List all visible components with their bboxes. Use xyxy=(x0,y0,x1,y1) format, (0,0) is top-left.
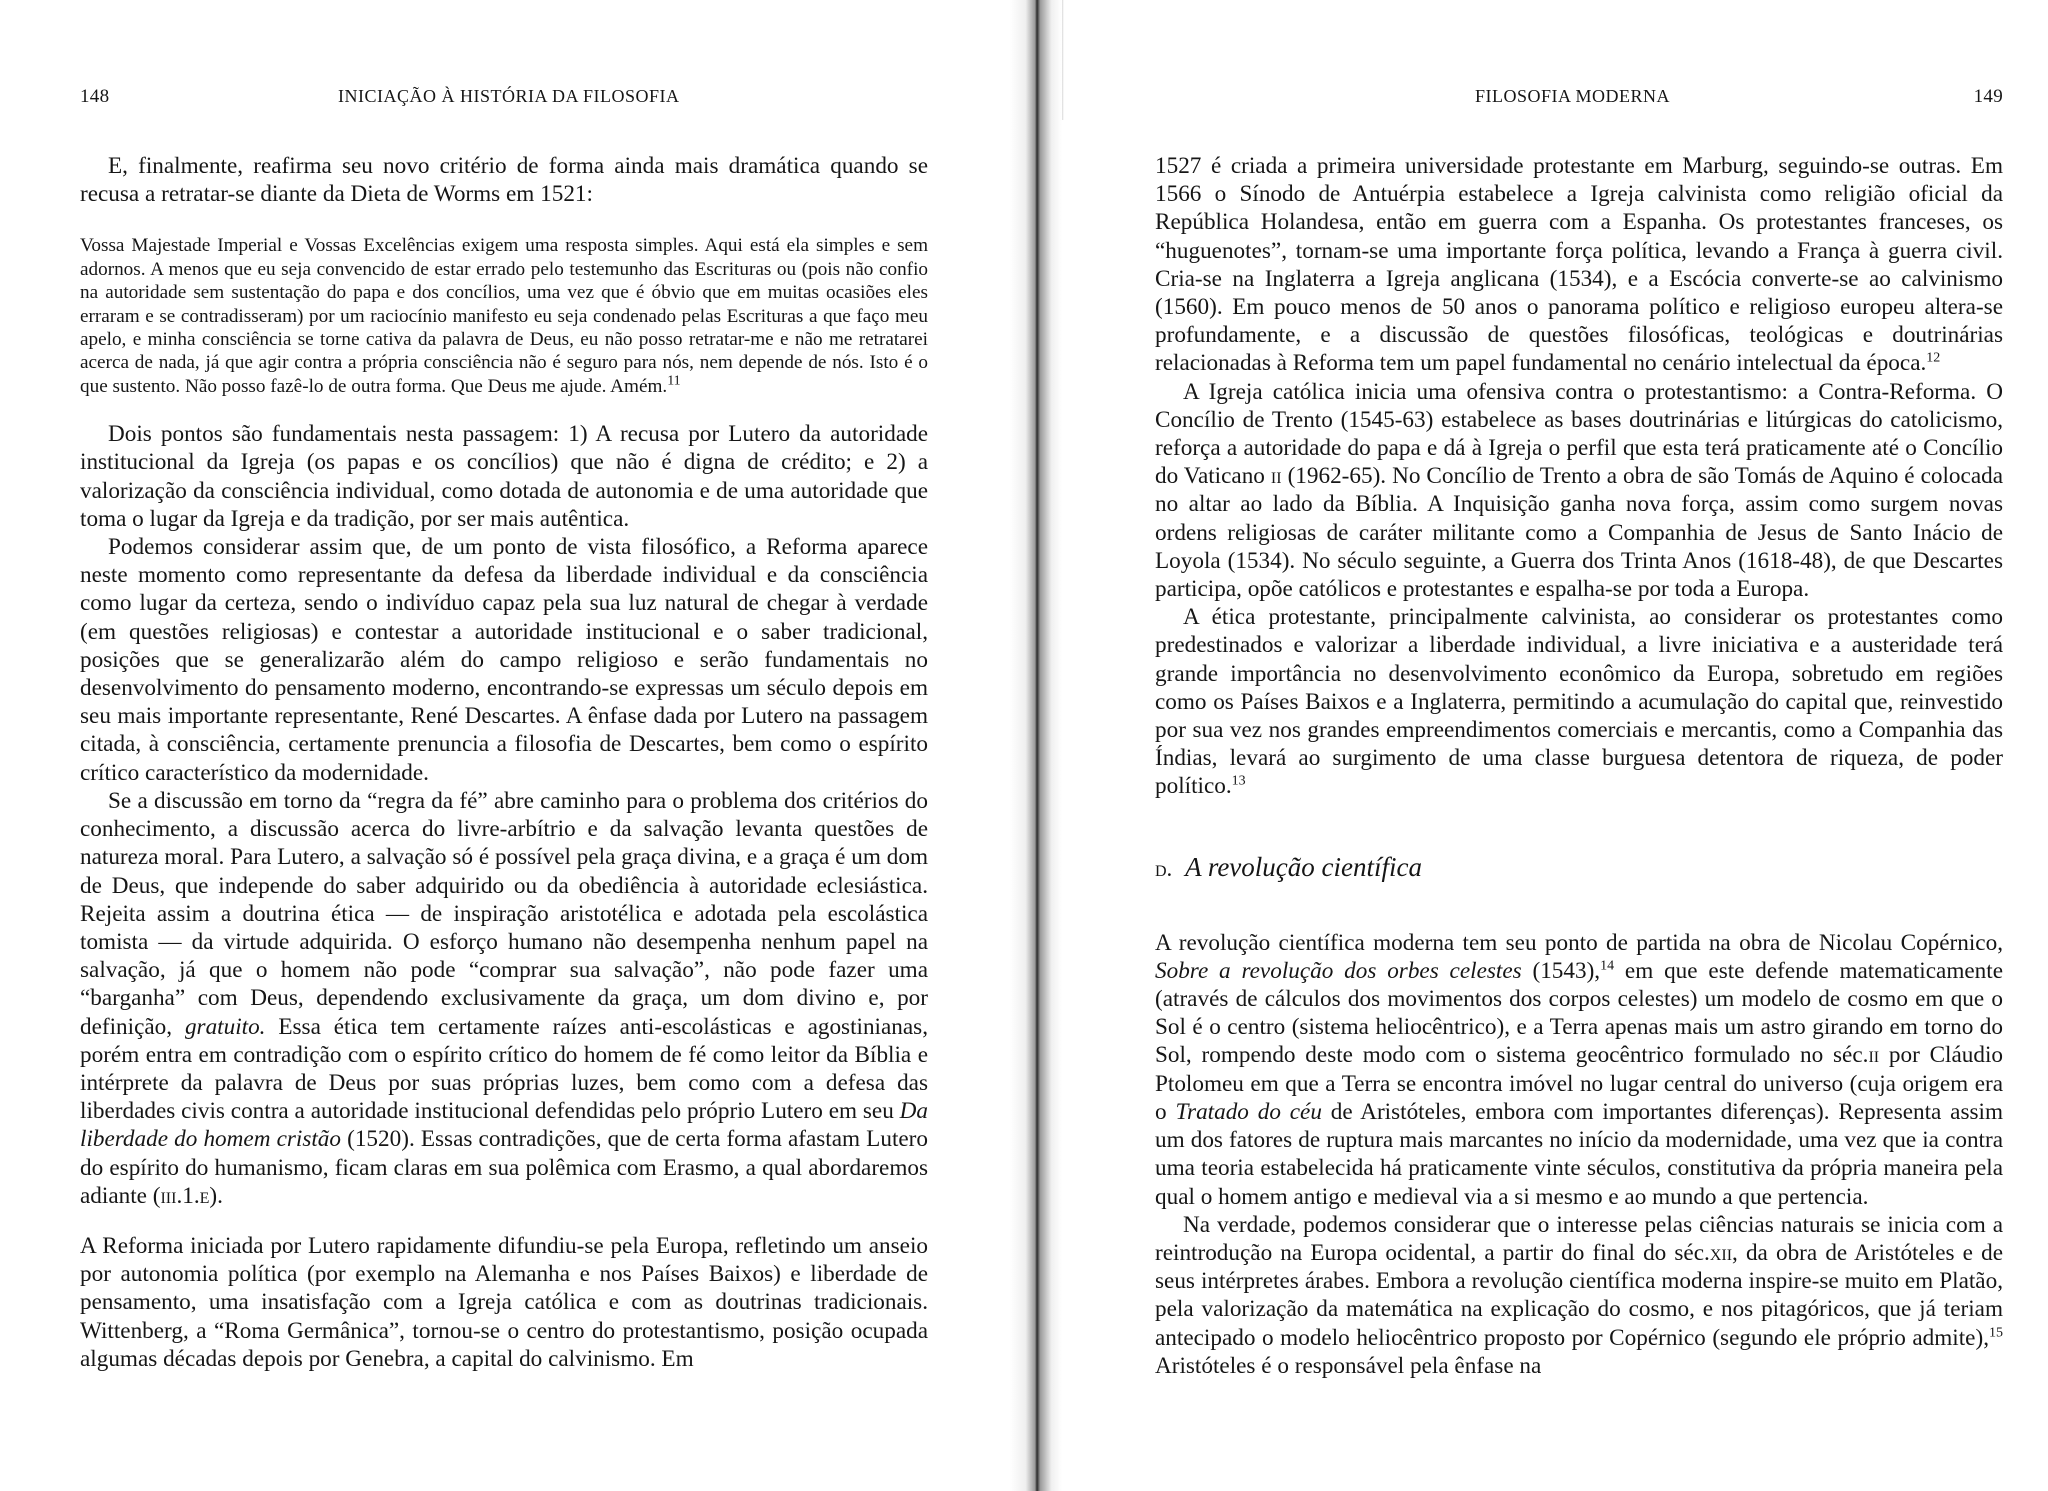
book-title: Da liberdade do homem cristão xyxy=(80,1098,928,1153)
footnote-marker: 12 xyxy=(1926,350,1941,366)
section-heading xyxy=(1155,851,2003,885)
footnote-marker: 14 xyxy=(1600,958,1615,974)
text-run: (1520). Essas contradições, que de certa forma afastam Lutero do espírito do humanismo, ficam claras em sua polêmica com Erasmo, a qual abordaremos adiante ( xyxy=(80,1126,928,1209)
text-run: A revolução científica moderna tem seu ponto de partida na obra de Nicolau Copérnico, xyxy=(1155,929,2003,956)
roman-numeral: ii xyxy=(1868,1042,1880,1069)
footnote-marker: 15 xyxy=(1989,1324,2003,1340)
text-run: ). xyxy=(209,1182,223,1209)
text-run: por Cláudio Ptolomeu em que a Terra se encontra imóvel no lugar central do universo (cuja origem era o xyxy=(1155,1042,2003,1125)
paragraph xyxy=(1155,1211,2003,1380)
roman-numeral: ii xyxy=(1270,463,1282,490)
paragraph xyxy=(1155,929,2003,1211)
text-run: de Aristóteles, embora com importantes diferenças). Representa assim um dos fatores de ruptura mais marcantes no início da modernidade, uma vez que ia contra uma teoria estabelecida há praticamente vinte séculos, constitutiva da própria maneira pela qual o homem antigo e medieval via a si mesmo e ao mundo a que pertencia. xyxy=(1155,1098,2004,1210)
section-letter: d. xyxy=(1155,855,1173,881)
left-page-header xyxy=(80,86,928,116)
right-page-body xyxy=(1155,152,2003,1380)
paragraph: Podemos considerar assim que, de um ponto de vista filosófico, a Reforma aparece neste momento como representante da defesa da liberdade individual e da consciência como lugar da certeza, sendo o indivíduo capaz pela sua luz natural de chegar à verdade (em questões religiosas) e contestar a autoridade institucional e o saber tradicional, posições que se generalizarão além do campo religioso e serão fundamentais no desenvolvimento do pensamento moderno, encontrando-se expressas um século depois em seu mais importante representante, René Descartes. A ênfase dada por Lutero na passagem citada, à consciência, certamente prenuncia a filosofia de Descartes, bem como o espírito crítico característico da modernidade. xyxy=(80,534,928,786)
running-title: FILOSOFIA MODERNA xyxy=(1475,86,1671,106)
text-run: 1527 é criada a primeira universidade protestante em Marburg, seguindo-se outras. Em 1566 o Sínodo de Antuérpia estabelece a Igreja calvinista como religião oficial da República Holandesa, então em guerra com a Espanha. Os protestantes franceses, os “huguenotes”, tornam-se uma importante força política, levando a França à guerra civil. Cria-se na Inglaterra a Igreja anglicana (1534), e a Escócia converte-se ao calvinismo (1560). Em pouco menos de 50 anos o panorama político e religioso europeu altera-se profundamente, e a discussão de questões filosóficas, teológicas e doutrinárias relacionadas à Reforma tem um papel fundamental no cenário intelectual da época. xyxy=(1155,153,2003,377)
paragraph: Dois pontos são fundamentais nesta passagem: 1) A recusa por Lutero da autoridade institucional da Igreja (os papas e os concílios) que não é digna de crédito; e 2) a valorização da consciência individual, como dotada de autonomia e de uma autoridade que toma o lugar da Igreja e da tradição, por ser mais autêntica. xyxy=(80,421,928,532)
paragraph: E, finalmente, reafirma seu novo critério de forma ainda mais dramática quando se recusa a retratar-se diante da Dieta de Worms em 1521: xyxy=(80,153,928,208)
text-run: em que este defende matematicamente (através de cálculos dos movimentos dos corpos celestes) um modelo de cosmo em que o Sol é o centro (sistema heliocêntrico), e a Terra apenas mais um astro girando em torno do Sol, rompendo deste modo com o sistema geocêntrico formulado no séc. xyxy=(1155,957,2003,1069)
right-page-header xyxy=(1155,86,2003,116)
text-run: A Igreja católica inicia uma ofensiva contra o protestantismo: a Contra-Reforma. O Concílio de Trento (1545-63) estabelece as bases doutrinárias e litúrgicas do catolicismo, reforça a autoridade do papa e dá à Igreja o perfil que esta terá praticamente até o Concílio do Vaticano xyxy=(1155,378,2003,490)
text-run: Se a discussão em torno da “regra da fé” abre caminho para o problema dos critérios do conhecimento, a discussão acerca do livre-arbítrio e da salvação levanta questões de natureza moral. Para Lutero, a salvação só é possível pela graça divina, e a graça é um dom de Deus, que independe do saber adquirido ou da obediência à autoridade eclesiástica. Rejeita assim a doutrina ética — de inspiração aristotélica e adotada pela escolástica tomista — da virtude adquirida. O esforço humano não desempenha nenhum papel na salvação, já que o homem não pode “comprar sua salvação”, não pode fazer uma “barganha” com Deus, dependendo exclusivamente da graça, um dom divino e, por definição, xyxy=(80,787,928,1040)
text-run: (1543), xyxy=(1521,957,1601,984)
text-run: Na verdade, podemos considerar que o interesse pelas ciências naturais se inicia com a reintrodução na Europa ocidental, a partir do final do séc. xyxy=(1155,1211,2003,1266)
page-number: 148 xyxy=(80,86,110,107)
text-run: (1962-65). No Concílio de Trento a obra de são Tomás de Aquino é colocada no altar ao lado da Bíblia. A Inquisição ganha nova força, assim como surgem novas ordens religiosas de caráter militante como a Companhia de Jesus de Santo Inácio de Loyola (1534). No século seguinte, a Guerra dos Trinta Anos (1618-48), de que Descartes participa, opõe católicos e protestantes e espalha-se por toda a Europa. xyxy=(1155,463,2003,603)
block-quote xyxy=(80,234,928,398)
text-run: Essa ética tem certamente raízes anti-escolásticas e agostinianas, porém entra em contradição com o espírito crítico do homem de fé como leitor da Bíblia e intérprete da palavra de Deus por suas próprias luzes, bem como com a defesa das liberdades civis contra a autoridade institucional defendidas pelo próprio Lutero em seu xyxy=(80,1013,928,1125)
paragraph xyxy=(1155,152,2003,378)
book-title: Sobre a revolução dos orbes celestes xyxy=(1155,957,1522,984)
running-title: INICIAÇÃO À HISTÓRIA DA FILOSOFIA xyxy=(338,86,680,106)
left-page xyxy=(80,0,928,1491)
left-page-body xyxy=(80,152,928,1373)
book-title: Tratado do céu xyxy=(1175,1098,1322,1125)
paragraph: A Reforma iniciada por Lutero rapidamente difundiu-se pela Europa, refletindo um anseio por autonomia política (por exemplo na Alemanha e nos Países Baixos) e liberdade de pensamento, uma insatisfação com a Igreja católica e com as doutrinas tradicionais. Wittenberg, a “Roma Germânica”, tornou-se o centro do protestantismo, posição ocupada algumas décadas depois por Genebra, a capital do calvinismo. Em xyxy=(80,1232,928,1372)
italic-text: gratuito. xyxy=(184,1013,266,1040)
roman-numeral: xii xyxy=(1709,1239,1733,1266)
cross-reference: iii.1.e xyxy=(160,1182,210,1209)
spacer xyxy=(80,1210,928,1232)
footnote-marker: 11 xyxy=(667,373,681,389)
footnote-marker: 13 xyxy=(1231,773,1246,789)
quote-text: Vossa Majestade Imperial e Vossas Excelências exigem uma resposta simples. Aqui está ela simples e sem adornos. A menos que eu seja convencido de estar errado pelo testemunho das Escrituras ou (pois não confio na autoridade sem sustentação do papa e dos concílios, uma vez que é óbvio que em muitas ocasiões eles erraram e se contradisseram) por um raciocínio manifesto eu seja condenado pelas Escrituras a que faço meu apelo, e minha consciência se torne cativa da palavra de Deus, eu não posso retratar-me e não me retratarei acerca de nada, já que agir contra a própria consciência não é seguro para nós, nem depende de nós. Isto é o que sustento. Não posso fazê-lo de outra forma. Que Deus me ajude. Amém. xyxy=(80,235,928,397)
book-gutter xyxy=(1010,0,1062,1491)
text-run: Aristóteles é o responsável pela ênfase na xyxy=(1155,1352,1542,1379)
paragraph xyxy=(80,787,928,1210)
section-title: A revolução científica xyxy=(1185,851,1422,882)
paragraph xyxy=(1155,378,2003,604)
paragraph xyxy=(1155,603,2003,800)
page-number: 149 xyxy=(1973,86,2003,107)
text-run: , da obra de Aristóteles e de seus intérpretes árabes. Embora a revolução científica moderna inspire-se muito em Platão, pela valorização da matemática na explicação do cosmo, e nos pitagóricos, que já teriam antecipado o modelo heliocêntrico proposto por Copérnico (segundo ele próprio admite), xyxy=(1155,1239,2003,1351)
text-run: A ética protestante, principalmente calvinista, ao considerar os protestantes como predestinados e valorizar a liberdade individual, a livre iniciativa e a austeridade terá grande importância no desenvolvimento econômico da Europa, sobretudo em regiões como os Países Baixos e a Inglaterra, permitindo a acumulação do capital que, reinvestido por sua vez nos grandes empreendimentos comerciais e mercantis, como a Companhia das Índias, levará ao surgimento de uma classe burguesa detentora de riqueza, de poder político. xyxy=(1155,604,2003,800)
right-page xyxy=(1155,0,2003,1491)
